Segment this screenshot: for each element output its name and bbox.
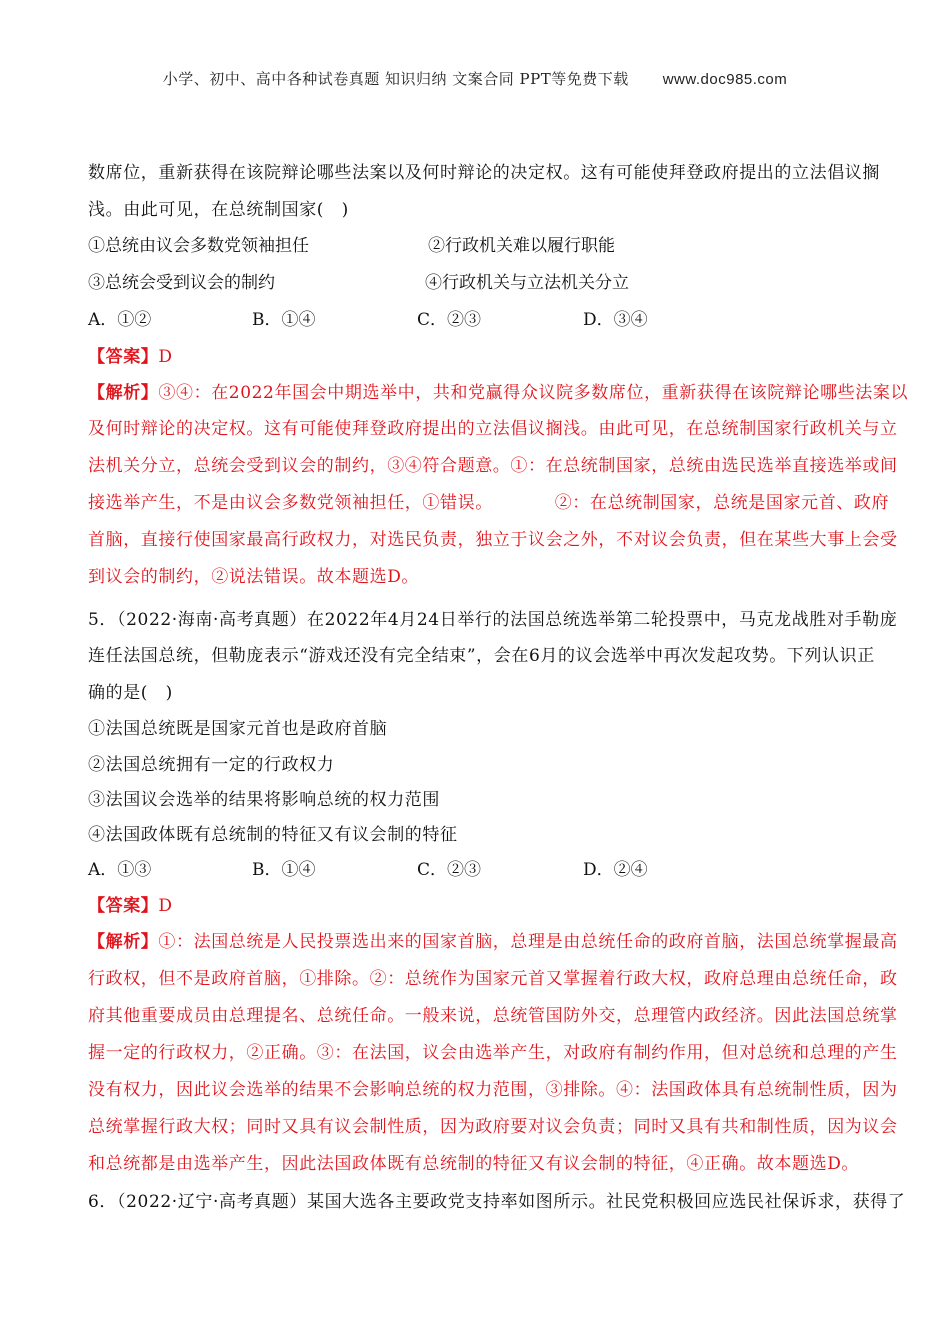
q4-statement: ④行政机关与立法机关分立: [425, 273, 629, 293]
q5-statement: ③法国议会选举的结果将影响总统的权力范围: [88, 790, 440, 810]
q4-statement: ②行政机关难以履行职能: [428, 236, 615, 256]
analysis-text: ①：法国总统是人民投票选出来的国家首脑，总理是由总统任命的政府首脑，法国总统掌握最高: [158, 932, 898, 952]
q5-choice-c: C．②③: [417, 860, 482, 880]
q5-statement: ④法国政体既有总统制的特征又有议会制的特征: [88, 825, 458, 845]
q6-stem-line: 6．（2022·辽宁·高考真题）某国大选各主要政党支持率如图所示。社民党积极回应选民社保诉求，获得了: [88, 1192, 906, 1212]
q5-statement: ②法国总统拥有一定的行政权力: [88, 755, 335, 775]
q5-stem-line: 连任法国总统，但勒庞表示“游戏还没有完全结束”，会在6月的议会选举中再次发起攻势。下列认识正: [88, 646, 875, 666]
q5-analysis-line: 和总统都是由选举产生，因此法国政体既有总统制的特征又有议会制的特征，④正确。故本题选D。: [88, 1154, 860, 1174]
q4-statement: ①总统由议会多数党领袖担任: [88, 236, 309, 256]
q5-choice-d: D．②④: [583, 860, 648, 880]
q5-choice-b: B．①④: [252, 860, 316, 880]
analysis-text: ③④：在2022年国会中期选举中，共和党赢得众议院多数席位，重新获得在该院辩论哪些法案以: [158, 383, 909, 403]
q4-analysis-line: [88, 378, 909, 403]
q4-stem-line: 浅。由此可见，在总统制国家( ): [88, 200, 349, 220]
q4-analysis-line: 及何时辩论的决定权。这有可能使拜登政府提出的立法倡议搁浅。由此可见，在总统制国家行政机关与立: [88, 419, 898, 439]
q4-analysis-line: 接选举产生，不是由议会多数党领袖担任，①错误。 ②：在总统制国家，总统是国家元首、政府: [88, 493, 890, 513]
q4-choice-c: C．②③: [417, 310, 482, 330]
q5-analysis-line: 府其他重要成员由总理提名、总统任命。一般来说，总统管国防外交，总理管内政经济。因此法国总统掌: [88, 1006, 898, 1026]
q4-answer: [88, 342, 868, 367]
analysis-label: 【解析】: [88, 932, 159, 952]
q5-answer: [88, 891, 868, 916]
q4-analysis-line: 法机关分立，总统会受到议会的制约，③④符合题意。①：在总统制国家，总统由选民选举直接选举或间: [88, 456, 898, 476]
q4-choice-d: D．③④: [583, 310, 648, 330]
q5-analysis-line: 握一定的行政权力，②正确。③：在法国，议会由选举产生，对政府有制约作用，但对总统和总理的产生: [88, 1043, 898, 1063]
header-site[interactable]: www.doc985.com: [662, 71, 788, 88]
q4-stem-line: 数席位，重新获得在该院辩论哪些法案以及何时辩论的决定权。这有可能使拜登政府提出的立法倡议搁: [88, 163, 880, 183]
q5-choice-a: A．①③: [88, 860, 152, 880]
q4-choice-a: A．①②: [88, 310, 152, 330]
q5-statement: ①法国总统既是国家元首也是政府首脑: [88, 719, 388, 739]
q5-analysis-line: [88, 927, 898, 952]
q5-analysis-line: 总统掌握行政大权；同时又具有议会制性质，因为政府要对议会负责；同时又具有共和制性质，因为议会: [88, 1117, 898, 1137]
page-header: [0, 68, 950, 89]
q4-analysis-line: 到议会的制约，②说法错误。故本题选D。: [88, 567, 420, 587]
analysis-label: 【解析】: [88, 383, 159, 403]
q5-stem-line: 确的是( ): [88, 683, 173, 703]
header-text: 小学、初中、高中各种试卷真题 知识归纳 文案合同 PPT等免费下载: [162, 70, 629, 88]
q4-choice-b: B．①④: [252, 310, 316, 330]
answer-label: 【答案】: [88, 896, 159, 916]
answer-value: D: [158, 896, 173, 916]
q5-stem-line: 5．（2022·海南·高考真题）在2022年4月24日举行的法国总统选举第二轮投票中，马克龙战胜对手勒庞: [88, 610, 898, 630]
answer-label: 【答案】: [88, 347, 159, 367]
q5-analysis-line: 行政权，但不是政府首脑，①排除。②：总统作为国家元首又掌握着行政大权，政府总理由总统任命，政: [88, 969, 898, 989]
answer-value: D: [158, 347, 173, 367]
q5-analysis-line: 没有权力，因此议会选举的结果不会影响总统的权力范围，③排除。④：法国政体具有总统制性质，因为: [88, 1080, 898, 1100]
q4-statement: ③总统会受到议会的制约: [88, 273, 275, 293]
q4-analysis-line: 首脑，直接行使国家最高行政权力，对选民负责，独立于议会之外，不对议会负责，但在某些大事上会受: [88, 530, 898, 550]
